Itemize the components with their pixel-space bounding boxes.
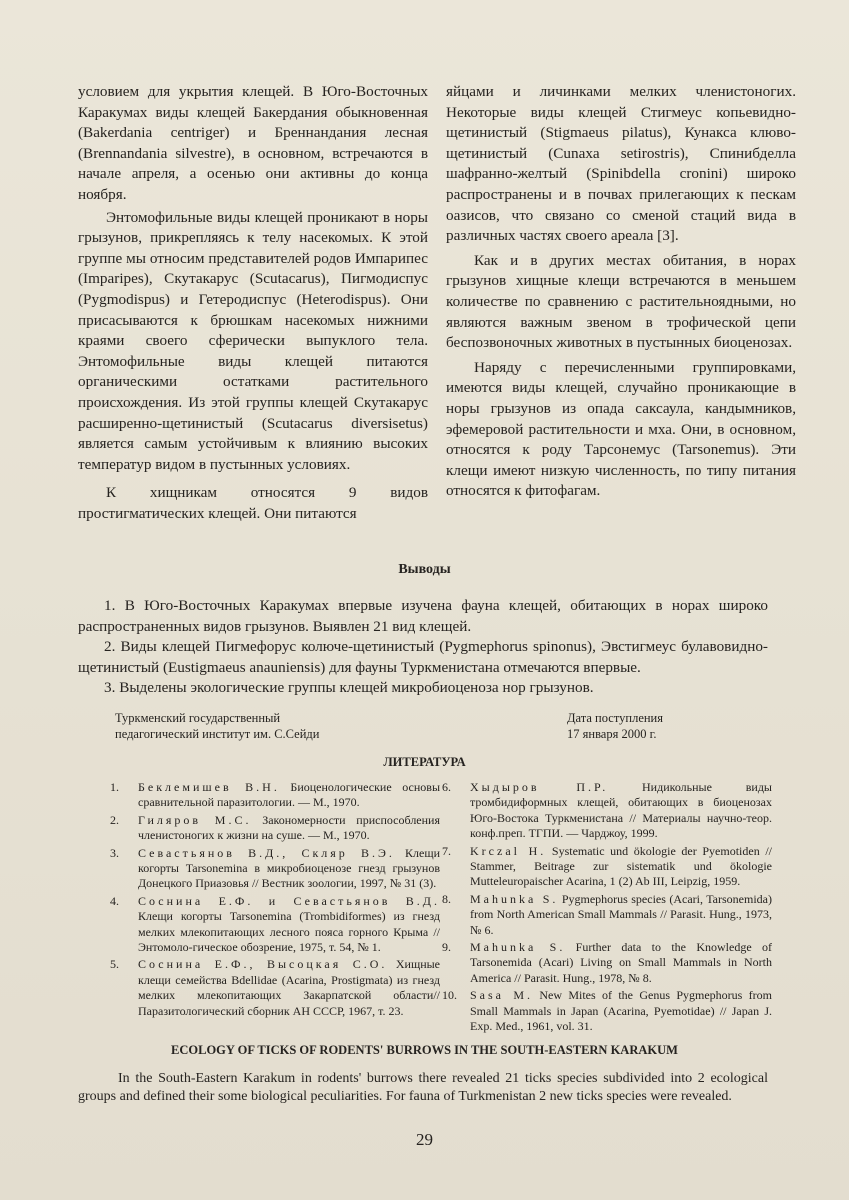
reference-text: Pygmephorus species (Acari, Tarsonemida) from North American Small Mammals // Parasit. Hung., 1973, № 6. <box>470 891 772 937</box>
received-label: Дата поступления <box>567 711 663 725</box>
paragraph: Наряду с перечисленными группировками, имеются виды клещей, случайно проникающие в норы грызунов из опада саксаула, кандымников, эфемеровой растительности и мха. Они, в основном, относятся к роду Тарсонемус (Tarsonemus). Эти клещи имеют низкую численность, по типу питания относятся к фитофагам. <box>446 358 796 500</box>
reference-number: 6. <box>442 780 451 794</box>
english-abstract-title: ECOLOGY OF TICKS OF RODENTS' BURROWS IN THE SOUTH-EASTERN KARAKUM <box>171 1043 678 1057</box>
paragraph: условием для укрытия клещей. В Юго-Восточных Каракумах виды клещей Бакердания обыкновенная (Bakerdania centriger) и Бреннандания лесная (Brennandania silvestre), в основном, встречаются в начале апреля, а осенью они активны до конца ноября. <box>78 83 428 203</box>
page-number: 29 <box>416 1130 433 1149</box>
reference-item <box>442 940 772 986</box>
reference-author: Гиляров М.С. <box>138 812 252 827</box>
reference-text: Биоценологические основы сравнительной паразитологии. — М., 1970. <box>138 780 441 810</box>
conclusion-item: 3. Выделены экологические группы клещей микробиоценоза нор грызунов. <box>104 679 594 697</box>
reference-text: Further data to the Knowledge of Tarsonemida (Acari) Living on Small Mammals in North America // Parasit. Hung., 1978, № 8. <box>470 940 773 985</box>
reference-number: 9. <box>442 940 451 955</box>
reference-number: 10. <box>442 988 457 1003</box>
reference-author: Соснина Е.Ф., Высоцкая С.О. <box>138 957 388 972</box>
reference-text: Systematic und ökologie der Pyemotiden // Stammer, Beitrage zur sistematik und ökologie Mutteleuropaischer Acarina, 1 (2) Ab III, Leipzig, 1959. <box>470 843 772 889</box>
reference-number: 3. <box>110 845 119 860</box>
reference-item <box>442 892 772 938</box>
paragraph: К хищникам относятся 9 видов простигматических клещей. Они питаются <box>78 484 428 522</box>
paragraph: Как и в других местах обитания, в норах грызунов хищные клещи встречаются в меньшем количестве по сравнению с растительноядными, но являются важным звеном в трофической цепи беспозвоночных животных в пустынных биоценозах. <box>446 251 796 352</box>
affiliation-line: Туркменский государственный <box>115 711 281 725</box>
reference-author: Севастьянов В.Д., Скляр В.Э. <box>138 845 395 860</box>
conclusion-item: 2. Виды клещей Пигмефорус колюче-щетинистый (Pygmephorus spinonus), Эвстигмеус булавовидно-щетинистый (Eustigmaeus anauniensis) для фауны Туркменистана отмечаются впервые. <box>78 638 768 676</box>
reference-author: Krczal H. <box>470 843 547 858</box>
reference-author: Mahunka S. <box>470 940 566 955</box>
right-column <box>446 82 796 502</box>
reference-text: Нидикольные виды тромбидиформных клещей, обитающих в биоценозах Юго-Востока Туркменистана // Материалы научно-теор. конф.преп. ТГПИ. — Чарджоу, 1999. <box>470 780 772 841</box>
references-right <box>442 780 772 1037</box>
reference-author: Sasa M. <box>470 988 534 1003</box>
reference-item <box>110 894 440 956</box>
reference-author: Хыдыров П.Р. <box>470 780 609 794</box>
reference-text: Хищные клещи семейства Bdellidae (Acarina, Prostigmata) из гнезд мелких млекопитающих Закарпатской области// Паразитологический сборник АН СССР, 1967, т. 23. <box>138 957 441 1018</box>
conclusions-heading: Выводы <box>398 562 451 577</box>
references-left <box>110 780 440 1021</box>
affiliation <box>115 710 375 742</box>
reference-number: 5. <box>110 957 119 972</box>
reference-item <box>110 813 440 844</box>
reference-number: 2. <box>110 812 119 827</box>
references-heading: ЛИТЕРАТУРА <box>383 755 466 769</box>
reference-text: Клещи когорты Tarsonemina в микробиоценозе гнезд грызунов Донецкого Приазовья // Вестник зоологии, 1997, № 31 (3). <box>138 845 441 891</box>
reference-author: Mahunka S. <box>470 891 559 906</box>
reference-number: 7. <box>442 843 451 858</box>
paragraph: Энтомофильные виды клещей проникают в норы грызунов, прикрепляясь к телу насекомых. К этой группе мы относим представителей родов Импарипес (Imparipes), Скутакарус (Scutacarus), Пигмодиспус (Pygmodispus) и Гетеродиспус (Heterodispus). Они присасываются к брюшкам насекомых нижними краями своего сферически выпуклого тела. Энтомофильные виды клещей питаются органическими остатками растительного происхождения. Из этой группы клещей Скутакарус расширенно-щетинистый (Scutacarus diversisetus) является самым устойчивым к влиянию высоких температур видом в пустынных условиях. <box>78 208 428 473</box>
reference-author: Соснина Е.Ф. и Севастьянов В.Д. <box>138 893 440 908</box>
reference-number: 8. <box>442 891 451 906</box>
received-value: 17 января 2000 г. <box>567 727 657 741</box>
reference-item <box>442 780 772 842</box>
conclusion-item: 1. В Юго-Восточных Каракумах впервые изучена фауна клещей, обитающих в норах широко распространенных видов грызунов. Выявлен 21 вид клещей. <box>78 597 768 635</box>
received-date <box>567 710 767 742</box>
reference-item <box>110 780 440 811</box>
reference-item <box>110 957 440 1019</box>
reference-number: 1. <box>110 780 119 794</box>
reference-author: Беклемишев В.Н. <box>138 780 280 794</box>
reference-item <box>442 988 772 1034</box>
affiliation-line: педагогический институт им. С.Сейди <box>115 727 320 741</box>
reference-item <box>110 846 440 892</box>
reference-text: Закономерности приспособления членистоногих к жизни на суше. — М., 1970. <box>138 812 440 843</box>
reference-text: Клещи когорты Tarsonemina (Trombidiformes) из гнезд мелких млекопитающих лесного пояса горного Крыма // Энтомоло-гическое обозрение, 1975, т. 54, № 1. <box>138 909 440 955</box>
reference-text: New Mites of the Genus Pygmephorus from Small Mammals in Japan (Acarina, Pyemotidae) // Japan J. Exp. Med., 1961, vol. 31. <box>470 988 773 1034</box>
paragraph: яйцами и личинками мелких членистоногих. Некоторые виды клещей Стигмеус копьевидно-щетинистый (Stigmaeus pilatus), Кунакса клюво-щетинистый (Cunaxa setirostris), Спинибделла шафранно-желтый (Spinibdella cronini) широко распространены и в почвах прилегающих к пескам оазисов, что связано со сменой стаций вида в различных частях своего ареала [3]. <box>446 83 796 245</box>
english-abstract <box>78 1070 768 1106</box>
conclusions-list <box>78 596 768 699</box>
left-column <box>78 82 428 524</box>
english-abstract-text: In the South-Eastern Karakum in rodents' burrows there revealed 21 ticks species subdivided into 2 ecological groups and defined their some biological peculiarities. For fauna of Turkmenistan 2 new ticks species were revealed. <box>78 1071 768 1104</box>
reference-number: 4. <box>110 893 119 908</box>
reference-item <box>442 844 772 890</box>
